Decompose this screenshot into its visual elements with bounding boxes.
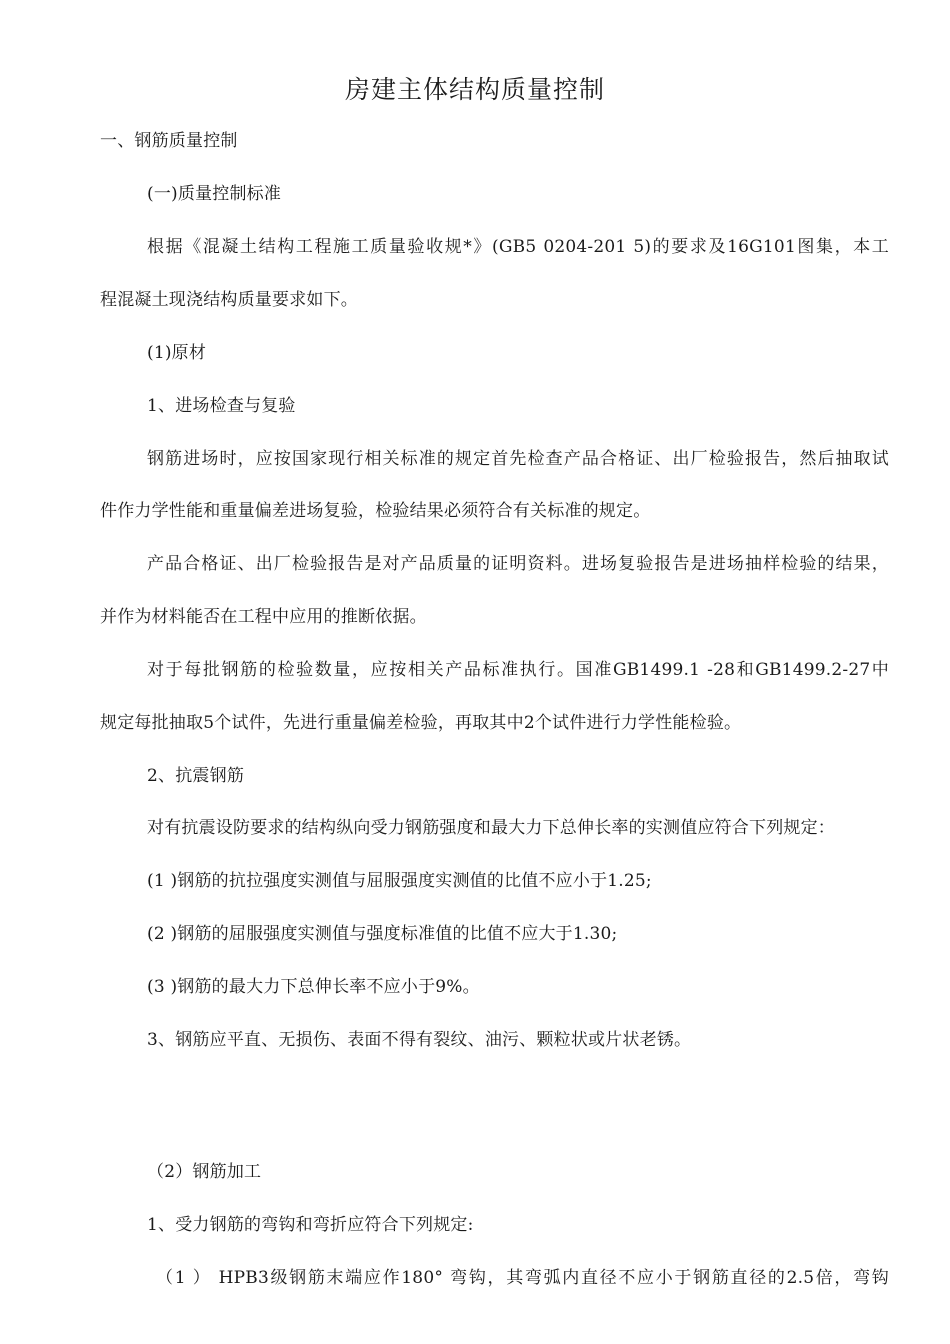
item-heading: 1、进场检查与复验 [147,396,296,416]
list-item: （1 ） HPB3级钢筋末端应作180° 弯钩，其弯弧内直径不应小于钢筋直径的2.5倍，弯钩 [156,1268,889,1288]
item-heading: 1、受力钢筋的弯钩和弯折应符合下列规定: [147,1215,474,1235]
subsection-heading: (一)质量控制标准 [147,184,282,204]
document-title: 房建主体结构质量控制 [344,75,605,104]
section-heading: 一、钢筋质量控制 [100,131,238,151]
paragraph-line: 程混凝土现浇结构质量要求如下。 [100,290,358,310]
subsection-heading: （2）钢筋加工 [147,1162,262,1182]
list-item: (2 )钢筋的屈服强度实测值与强度标准值的比值不应大于1.30; [147,924,618,944]
paragraph-line: 规定每批抽取5个试件，先进行重量偏差检验，再取其中2个试件进行力学性能检验。 [100,713,742,733]
paragraph-line: 钢筋进场时，应按国家现行相关标准的规定首先检查产品合格证、出厂检验报告，然后抽取试 [147,449,889,469]
paragraph-line: 对有抗震设防要求的结构纵向受力钢筋强度和最大力下总伸长率的实测值应符合下列规定： [147,818,835,838]
paragraph-line: 并作为材料能否在工程中应用的推断依据。 [100,607,427,627]
list-item: (1 )钢筋的抗拉强度实测值与屈服强度实测值的比值不应小于1.25; [147,871,652,891]
paragraph-line: 根据《混凝土结构工程施工质量验收规*》(GB5 0204-201 5)的要求及16G101图集，本工 [147,237,889,257]
paragraph-line: 对于每批钢筋的检验数量，应按相关产品标准执行。国准GB1499.1 -28和GB1499.2-27中 [147,660,889,680]
paragraph-line: 3、钢筋应平直、无损伤、表面不得有裂纹、油污、颗粒状或片状老锈。 [147,1030,692,1050]
paragraph-line: 件作力学性能和重量偏差进场复验，检验结果必须符合有关标准的规定。 [100,501,651,521]
list-item: (3 )钢筋的最大力下总伸长率不应小于9%。 [147,977,480,997]
paragraph-line: 产品合格证、出厂检验报告是对产品质量的证明资料。进场复验报告是进场抽样检验的结果， [147,554,889,574]
item-heading: (1)原材 [147,343,207,363]
item-heading: 2、抗震钢筋 [147,766,245,786]
